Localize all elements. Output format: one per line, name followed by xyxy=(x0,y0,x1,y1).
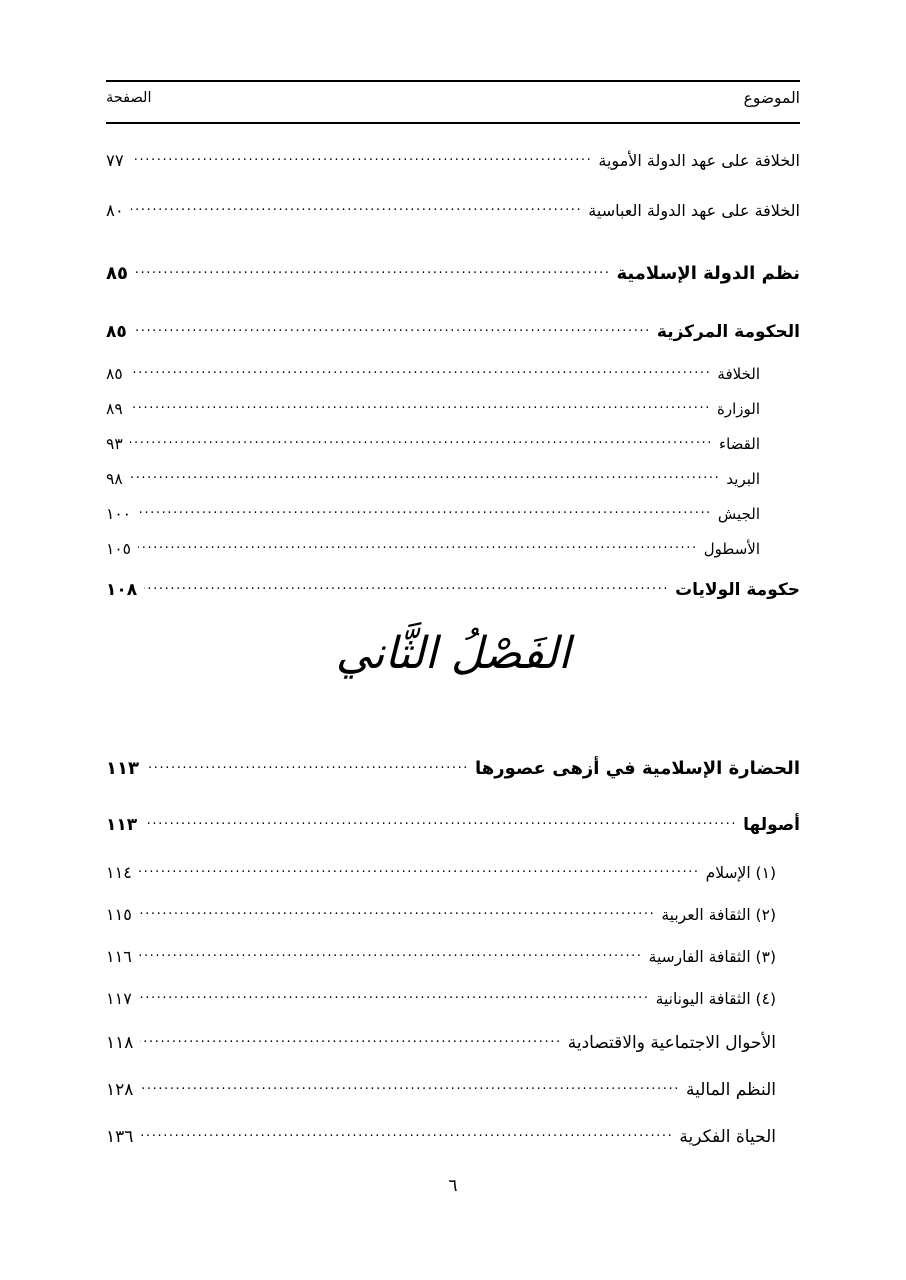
toc-entry-title: الخلافة على عهد الدولة الأموية xyxy=(598,151,800,170)
toc-leader-dots xyxy=(140,1079,680,1095)
toc-leader-dots xyxy=(130,433,713,449)
toc-entry-title: القضاء xyxy=(719,435,760,453)
toc-entry-page-number: ٨٩ xyxy=(106,400,123,418)
toc-entry-page-number: ٨٥ xyxy=(106,365,123,383)
toc-entry[interactable] xyxy=(106,946,776,967)
toc-entry-title: (٢) الثقافة العربية xyxy=(661,906,776,924)
toc-leader-dots xyxy=(130,398,711,414)
toc-entry-page-number: ١٠٠ xyxy=(106,505,131,523)
toc-entry-page-number: ١١٧ xyxy=(106,989,132,1008)
column-header-page: الصفحة xyxy=(106,90,152,106)
toc-entry-page-number: ٩٨ xyxy=(106,470,123,488)
toc-entry-title: (٣) الثقافة الفارسية xyxy=(648,948,776,966)
toc-leader-dots xyxy=(139,862,700,878)
toc-leader-dots xyxy=(138,538,698,554)
toc-entry-title: البريد xyxy=(726,470,760,488)
toc-leader-dots xyxy=(138,503,712,519)
toc-header xyxy=(106,80,800,124)
toc-entry[interactable] xyxy=(106,758,800,780)
toc-entry-title: الجيش xyxy=(717,505,760,523)
toc-entry-page-number: ٧٧ xyxy=(106,151,124,170)
toc-entry[interactable] xyxy=(106,363,760,384)
toc-entry[interactable] xyxy=(106,263,800,285)
toc-entry[interactable] xyxy=(106,1032,776,1054)
toc-entry[interactable] xyxy=(106,862,776,883)
toc-leader-dots xyxy=(135,263,611,279)
toc-entry-page-number: ١٠٥ xyxy=(106,540,131,558)
toc-entry[interactable] xyxy=(106,433,760,454)
toc-leader-dots xyxy=(130,468,721,484)
toc-entry-page-number: ١١٣ xyxy=(106,758,139,779)
toc-leader-dots xyxy=(131,200,583,216)
toc-entry-title: الحياة الفكرية xyxy=(679,1127,776,1147)
column-header-subject: الموضوع xyxy=(743,89,800,107)
toc-entry[interactable] xyxy=(106,988,776,1009)
toc-entry-page-number: ٩٣ xyxy=(106,435,123,453)
toc-entry[interactable] xyxy=(106,1126,776,1148)
toc-entry[interactable] xyxy=(106,150,800,171)
toc-leader-dots xyxy=(139,988,650,1004)
toc-entry-title: أصولها xyxy=(743,815,800,835)
toc-entry-page-number: ١٠٨ xyxy=(106,580,138,600)
toc-leader-dots xyxy=(144,814,737,830)
toc-entry-title: حكومة الولايات xyxy=(675,580,800,600)
toc-entry-page-number: ١١٤ xyxy=(106,863,132,882)
chapter-heading: الفَصْلُ الثَّاني xyxy=(335,628,571,679)
toc-entry-title: الحضارة الإسلامية في أزهى عصورها xyxy=(475,758,800,779)
toc-leader-dots xyxy=(144,579,669,595)
toc-leader-dots xyxy=(139,904,656,920)
toc-leader-dots xyxy=(140,1126,673,1142)
toc-entry-page-number: ٨٥ xyxy=(106,263,128,284)
page-folio: ٦ xyxy=(448,1176,458,1196)
toc-entry-page-number: ١٣٦ xyxy=(106,1127,134,1147)
toc-entry-page-number: ١١٦ xyxy=(106,947,132,966)
toc-entry[interactable] xyxy=(106,321,800,343)
toc-leader-dots xyxy=(131,150,593,166)
toc-entry[interactable] xyxy=(106,579,800,601)
toc-leader-dots xyxy=(134,321,651,337)
toc-entry[interactable] xyxy=(106,538,760,559)
toc-leader-dots xyxy=(130,363,712,379)
toc-entry[interactable] xyxy=(106,468,760,489)
toc-entry-page-number: ١١٣ xyxy=(106,815,138,835)
toc-entry-title: الحكومة المركزية xyxy=(656,322,800,342)
toc-entry-title: الوزارة xyxy=(716,400,760,418)
toc-leader-dots xyxy=(140,1032,561,1048)
toc-entry-title: نظم الدولة الإسلامية xyxy=(616,263,800,284)
toc-entry-title: النظم المالية xyxy=(685,1080,776,1100)
toc-entry-page-number: ١٢٨ xyxy=(106,1080,134,1100)
toc-entry[interactable] xyxy=(106,814,800,836)
toc-entry[interactable] xyxy=(106,398,760,419)
toc-entry-page-number: ٨٠ xyxy=(106,201,124,220)
toc-entry[interactable] xyxy=(106,200,800,221)
toc-entry[interactable] xyxy=(106,1079,776,1101)
toc-entry-page-number: ١١٥ xyxy=(106,905,132,924)
toc-entry[interactable] xyxy=(106,904,776,925)
toc-entry-title: الأحوال الاجتماعية والاقتصادية xyxy=(567,1033,776,1053)
toc-leader-dots xyxy=(146,758,469,774)
toc-leader-dots xyxy=(139,946,643,962)
toc-entry-title: الأسطول xyxy=(703,540,760,558)
toc-entry-title: (١) الإسلام xyxy=(705,864,776,882)
toc-entry-title: الخلافة xyxy=(717,365,760,383)
toc-entry[interactable] xyxy=(106,503,760,524)
toc-entry-title: (٤) الثقافة اليونانية xyxy=(655,990,776,1008)
toc-entry-page-number: ٨٥ xyxy=(106,322,127,342)
toc-entry-page-number: ١١٨ xyxy=(106,1033,134,1053)
toc-entry-title: الخلافة على عهد الدولة العباسية xyxy=(588,201,800,220)
